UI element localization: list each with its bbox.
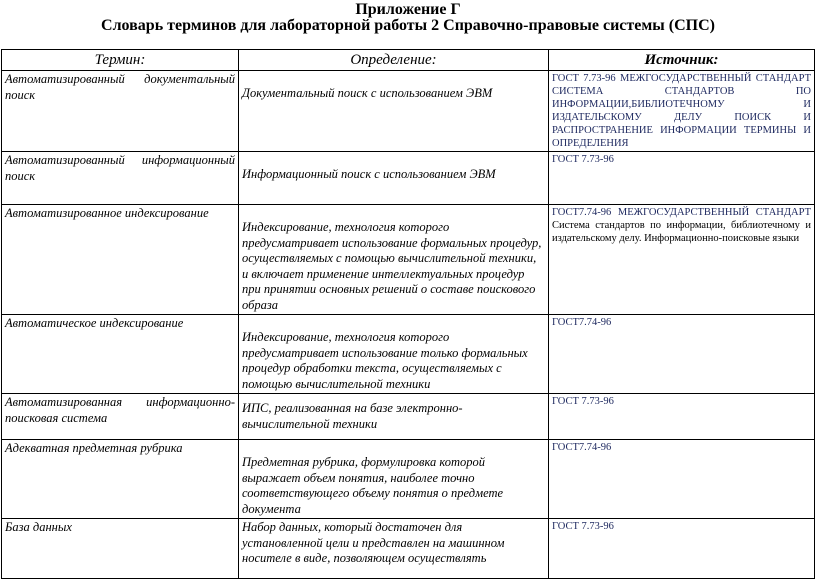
source-rest: Система стандартов по информации, библиотечному и издательскому делу. Информационно-поисковые языки bbox=[552, 220, 811, 244]
header-definition: Определение: bbox=[239, 50, 549, 71]
term-cell: Автоматизированный информационный поиск bbox=[2, 152, 239, 205]
source-cell bbox=[549, 71, 815, 152]
definition-text: ИПС, реализованная на базе электронно-вычислительной техники bbox=[242, 401, 463, 431]
source-lead: ГОСТ 7.73-96 bbox=[552, 154, 614, 165]
term-cell: Автоматизированный документальный поиск bbox=[2, 71, 239, 152]
source-cell bbox=[549, 519, 815, 579]
source-cell bbox=[549, 152, 815, 205]
source-lead: ГОСТ 7.73-96 МЕЖГОСУДАРСТВЕННЫЙ СТАНДАРТ СИСТЕМА СТАНДАРТОВ ПО ИНФОРМАЦИИ,БИБЛИОТЕЧНОМУ И ИЗДАТЕЛЬСКОМУ ДЕЛУ ПОИСК И РАСПРОСТРАНЕНИЕ ИНФОРМАЦИИ ТЕРМИНЫ И ОПРЕДЕЛЕНИЯ bbox=[552, 73, 811, 149]
definition-cell bbox=[239, 205, 549, 315]
table-row bbox=[2, 315, 815, 394]
header-source: Источник: bbox=[549, 50, 815, 71]
definition-text: Набор данных, который достаточен для установленной цели и представлен на машинном носителе в виде, позволяющем осуществлять bbox=[242, 520, 505, 565]
page-title: Приложение Г bbox=[355, 1, 461, 18]
table-row bbox=[2, 71, 815, 152]
definition-text: Информационный поиск с использованием ЭВМ bbox=[242, 167, 496, 181]
table-row bbox=[2, 440, 815, 519]
definition-text: Предметная рубрика, формулировка которой выражает объем понятия, наиболее точно соответствующего объему понятия о предмете документа bbox=[242, 455, 504, 516]
term-cell: Автоматизированное индексирование bbox=[2, 205, 239, 315]
term-cell: Автоматическое индексирование bbox=[2, 315, 239, 394]
terms-table bbox=[1, 49, 815, 579]
definition-cell bbox=[239, 519, 549, 579]
definition-text: Индексирование, технология которого предусматривает использование формальных процедур, осуществляемых с помощью вычислительной техники, и включает применение интеллектуальных процедур при принятии основных решений о составе поискового образа bbox=[242, 220, 542, 312]
definition-cell bbox=[239, 71, 549, 152]
source-cell bbox=[549, 205, 815, 315]
definition-cell bbox=[239, 315, 549, 394]
table-row bbox=[2, 519, 815, 579]
table-row bbox=[2, 394, 815, 440]
term-cell: Автоматизированная информационно-поисковая система bbox=[2, 394, 239, 440]
source-lead: ГОСТ 7.73-96 bbox=[552, 521, 614, 532]
definition-cell bbox=[239, 440, 549, 519]
source-cell bbox=[549, 315, 815, 394]
source-lead: ГОСТ7.74-96 МЕЖГОСУДАРСТВЕННЫЙ СТАНДАРТ bbox=[552, 207, 811, 218]
source-lead: ГОСТ 7.73-96 bbox=[552, 396, 614, 407]
source-cell bbox=[549, 394, 815, 440]
table-header-row bbox=[2, 50, 815, 71]
source-cell bbox=[549, 440, 815, 519]
term-cell: База данных bbox=[2, 519, 239, 579]
table-row bbox=[2, 152, 815, 205]
table-row bbox=[2, 205, 815, 315]
header-term: Термин: bbox=[2, 50, 239, 71]
definition-text: Индексирование, технология которого предусматривает использование только формальных процедур обработки текста, осуществляемых с помощью вычислительной техники bbox=[242, 330, 528, 391]
definition-cell bbox=[239, 394, 549, 440]
term-cell: Адекватная предметная рубрика bbox=[2, 440, 239, 519]
page-subtitle: Словарь терминов для лабораторной работы 2 Справочно-правовые системы (СПС) bbox=[101, 17, 715, 34]
source-lead: ГОСТ7.74-96 bbox=[552, 317, 612, 328]
definition-text: Документальный поиск с использованием ЭВМ bbox=[242, 86, 493, 100]
definition-cell bbox=[239, 152, 549, 205]
source-lead: ГОСТ7.74-96 bbox=[552, 442, 612, 453]
